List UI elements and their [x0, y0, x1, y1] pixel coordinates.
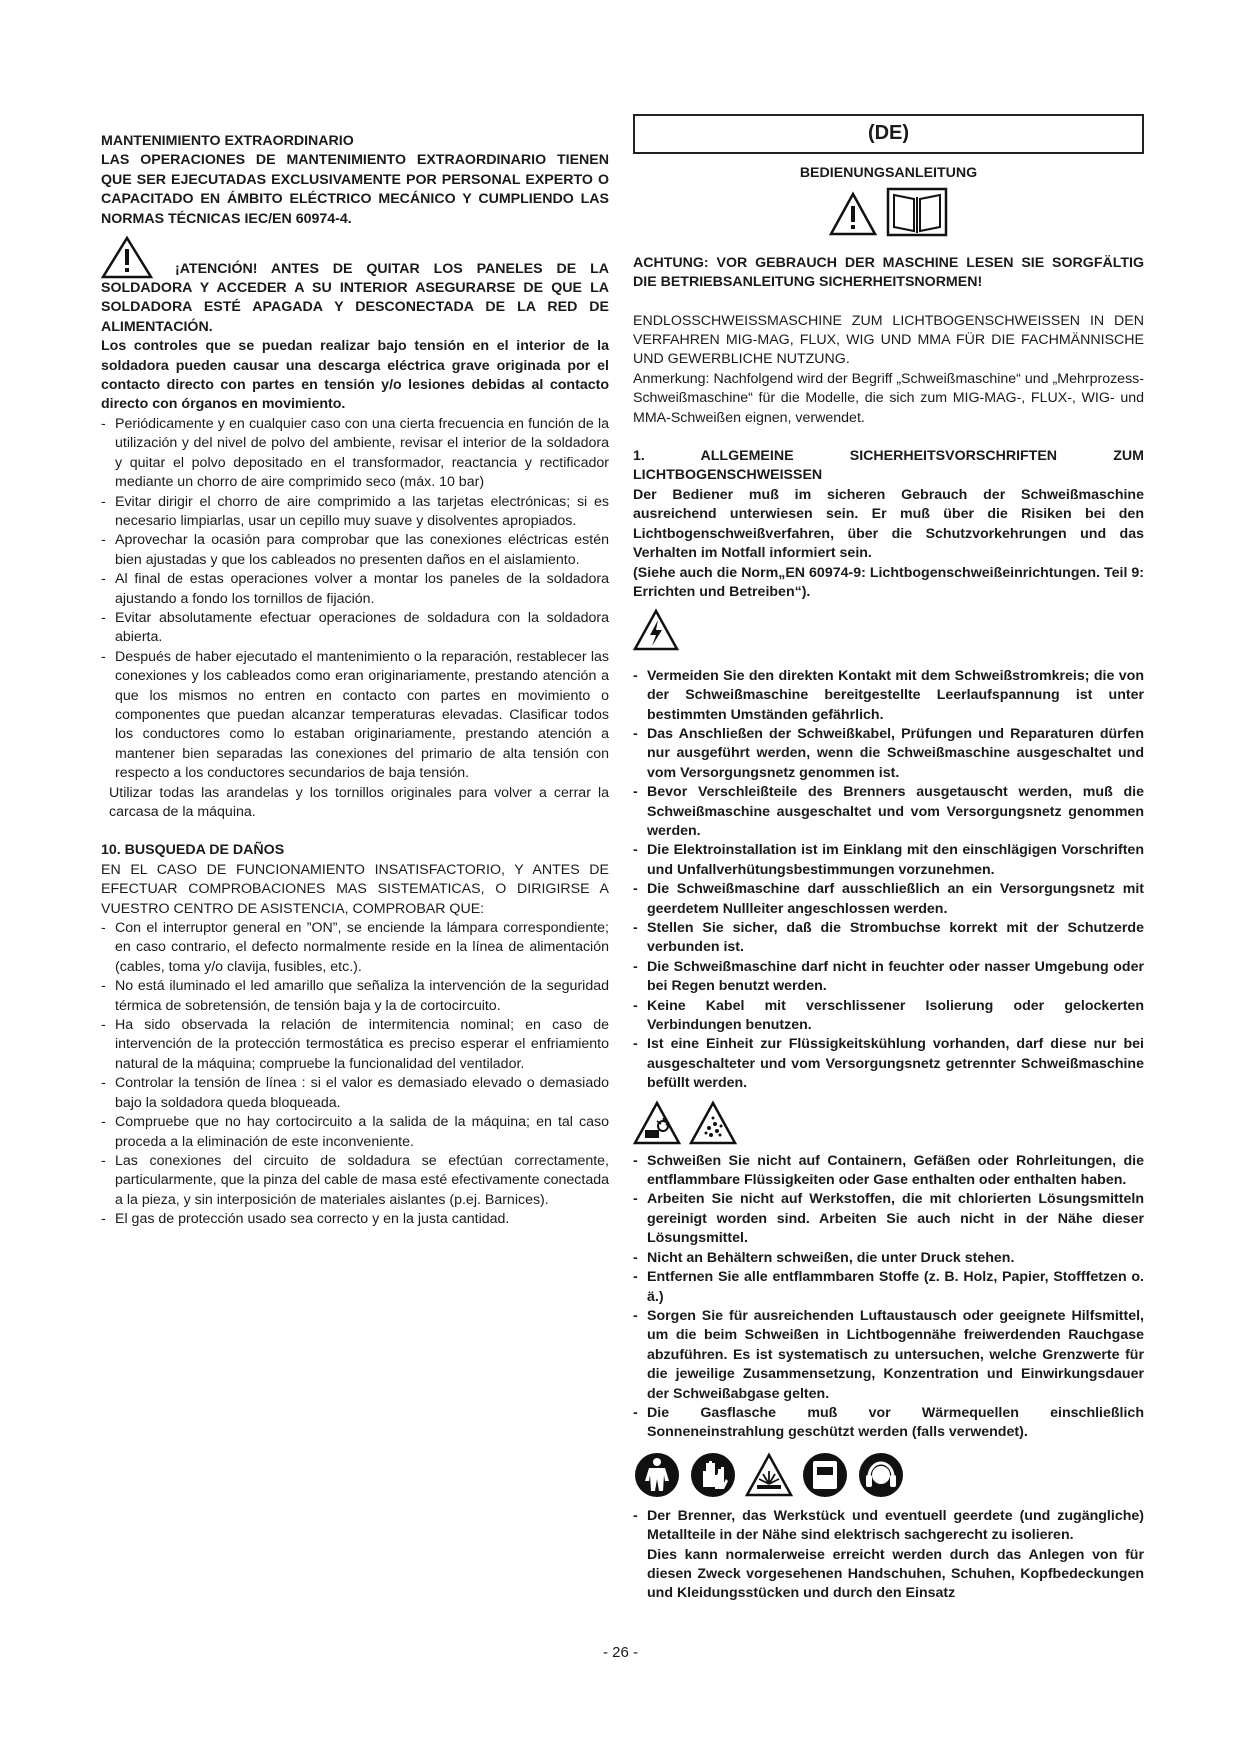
section-1-title: 1. ALLGEMEINE SICHERHEITSVORSCHRIFTEN ZUM LICHTBOGENSCHWEISSEN	[633, 448, 1144, 484]
language-box	[633, 114, 1144, 154]
fumes-hazard-icon	[689, 1100, 737, 1146]
protective-clothing-icon	[633, 1451, 681, 1499]
maintenance-intro: LAS OPERACIONES DE MANTENIMIENTO EXTRAORDINARIO TIENEN QUE SER EJECUTADAS EXCLUSIVAMENTE POR PERSONAL EXPERTO O CAPACITADO EN ÁMBITO ELÉCTRICO MECÁNICO Y CUMPLIENDO LAS NORMAS TÉCNICAS IEC/EN 60974-4.	[101, 152, 609, 227]
left-column	[101, 132, 609, 1230]
list-item: - Después de haber ejecutado el mantenimiento o la reparación, restablecer las conexiones y los cableados como eran originariamente, prestando atención a que los mismos no entren en contacto con partes en movimiento o componentes que puedan alcanzar temperaturas elevadas. Clasificar todos los conductores como lo estaban originariamente, prestando atención a mantener bien separadas las conexiones del primario de alta tensión con respecto a los conductores secundarios de baja tensión.	[101, 648, 609, 784]
list-item: - Controlar la tensión de línea : si el valor es demasiado elevado o demasiado bajo la soldadora queda bloqueada.	[101, 1074, 609, 1113]
electric-hazard-icons	[633, 608, 1144, 658]
list-item: - Die Elektroinstallation ist im Einklang mit den einschlägigen Vorschriften und Unfallverhütungsbestimmungen vorzunehmen.	[633, 841, 1144, 880]
list-item: - Arbeiten Sie nicht auf Werkstoffen, die mit chlorierten Lösungsmitteln gereinigt worden sind. Arbeiten Sie auch nicht in der Nähe dieser Lösungsmittel.	[633, 1190, 1144, 1248]
electric-safety-list	[633, 667, 1144, 1094]
attention-text: SOLDADORA Y ACCEDER A SU INTERIOR ASEGURARSE DE QUE LA SOLDADORA ESTÉ APAGADA Y DESCONECTADA DE LA RED DE ALIMENTACIÓN.	[101, 280, 609, 335]
fire-hazard-icons	[633, 1100, 1144, 1146]
troubleshooting-title: 10. BUSQUEDA DE DAÑOS	[101, 842, 285, 859]
troubleshooting-intro: EN EL CASO DE FUNCIONAMIENTO INSATISFACTORIO, Y ANTES DE EFECTUAR COMPROBACIONES MAS SISTEMATICAS, O DIRIGIRSE A VUESTRO CENTRO DE ASISTENCIA, COMPROBAR QUE:	[101, 861, 609, 917]
list-item: - Nicht an Behältern schweißen, die unter Druck stehen.	[633, 1249, 1144, 1268]
read-manual-icons	[633, 187, 1144, 243]
maintenance-list	[101, 415, 609, 784]
right-column	[633, 114, 1144, 1604]
list-item: - No está iluminado el led amarillo que señaliza la intervención de la seguridad térmica de sobretensión, de tensión baja y la de cortocircuito.	[101, 977, 609, 1016]
warning-triangle-icon	[101, 235, 153, 279]
list-item: - Das Anschließen der Schweißkabel, Prüfungen und Reparaturen dürfen nur ausgeführt werden, wenn die Schweißmaschine ausgeschaltet und vom Versorgungsnetz genommen ist.	[633, 725, 1144, 783]
list-item: - Vermeiden Sie den direkten Kontakt mit dem Schweißstromkreis; die von der Schweißmaschine bereitgestellte Leerlaufspannung ist unter bestimmten Umständen gefährlich.	[633, 667, 1144, 725]
explosion-hazard-icon	[633, 1100, 681, 1146]
welding-mask-icon	[801, 1451, 849, 1499]
maintenance-closing: Utilizar todas las arandelas y los tornillos originales para volver a cerrar la carcasa de la máquina.	[109, 784, 609, 820]
troubleshooting-list	[101, 919, 609, 1230]
fire-safety-list	[633, 1152, 1144, 1443]
list-item: - Compruebe que no hay cortocircuito a la salida de la máquina; en tal caso proceda a la eliminación de este inconveniente.	[101, 1113, 609, 1152]
list-item: - Sorgen Sie für ausreichenden Luftaustausch oder geeignete Hilfsmittel, um die beim Schweißen in Lichtbogennähe freiwerdenden Rauchgase abzuführen. Es ist systematisch zu untersuchen, welche Grenzwerte für die jeweilige Zusammensetzung, Konzentration und Einwirkungsdauer der Schweißabgase gelten.	[633, 1307, 1144, 1404]
section-1-text: Der Bediener muß im sicheren Gebrauch der Schweißmaschine ausreichend unterwiesen sein. Er muß über die Risiken bei den Lichtbogenschweißverfahren, über die Schutzvorkehrungen und das Verhalten im Notfall informiert sein.	[633, 486, 1144, 562]
list-item: - Die Gasflasche muß vor Wärmequellen einschließlich Sonneneinstrahlung geschützt werden (falls verwendet).	[633, 1404, 1144, 1443]
ear-protection-icon	[857, 1451, 905, 1499]
terminology-note: Anmerkung: Nachfolgend wird der Begriff „Schweißmaschine“ und „Mehrprozess-Schweißmaschine“ für die Modelle, die sich zum MIG-MAG-, FLUX-, WIG- und MMA-Schweißen eignen, verwendet.	[633, 370, 1144, 426]
ppe-list	[633, 1507, 1144, 1546]
list-item: - Las conexiones del circuito de soldadura se efectúan correctamente, particularmente, que la pinza del cable de masa esté efectivamente conectada a la pieza, y sin interposición de materiales aislantes (p.ej. Barnices).	[101, 1152, 609, 1210]
manual-title: BEDIENUNGSANLEITUNG	[799, 165, 978, 181]
ppe-icons	[633, 1451, 1144, 1499]
list-item: - El gas de protección usado sea correcto y en la justa cantidad.	[101, 1210, 609, 1229]
machine-intro: ENDLOSSCHWEISSMASCHINE ZUM LICHTBOGENSCHWEISSEN IN DEN VERFAHREN MIG-MAG, FLUX, WIG UND MMA FÜR DIE FACHMÄNNISCHE UND GEWERBLICHE NUTZUNG.	[633, 312, 1144, 368]
list-item: - Ist eine Einheit zur Flüssigkeitskühlung vorhanden, darf diese nur bei ausgeschalteter und vom Versorgungsnetz getrennter Schweißmaschine befüllt werden.	[633, 1035, 1144, 1093]
warning-triangle-icon	[829, 191, 877, 237]
list-item: - Die Schweißmaschine darf nicht in feuchter oder nasser Umgebung oder bei Regen benutzt werden.	[633, 958, 1144, 997]
radiation-sparks-icon	[745, 1452, 793, 1498]
page-number: - 26 -	[602, 1644, 638, 1661]
list-item: - Schweißen Sie nicht auf Containern, Gefäßen oder Rohrleitungen, die entflammbare Flüssigkeiten oder Gase enthalten oder enthalten haben.	[633, 1152, 1144, 1191]
list-item: - Bevor Verschleißteile des Brenners ausgetauscht werden, muß die Schweißmaschine ausgeschaltet und vom Versorgungsnetz genommen werden.	[633, 783, 1144, 841]
list-item: - Aprovechar la ocasión para comprobar que las conexiones eléctricas estén bien ajustadas y que los cableados no presenten daños en el aislamiento.	[101, 531, 609, 570]
electric-shock-icon	[633, 608, 679, 652]
list-item: - Keine Kabel mit verschlissener Isolierung oder gelockerten Verbindungen benutzen.	[633, 997, 1144, 1036]
ppe-continuation: Dies kann normalerweise erreicht werden durch das Anlegen von für diesen Zweck vorgesehenen Handschuhen, Schuhen, Kopfbedeckungen und Kleidungsstücken und durch den Einsatz	[647, 1546, 1144, 1602]
attention-heading	[101, 235, 609, 279]
list-item: - Periódicamente y en cualquier caso con una cierta frecuencia en función de la utilización y del nivel de polvo del ambiente, revisar el interior de la soldadora y quitar el polvo depositado en el transformador, reactancia y rectificador mediante un chorro de aire comprimido seco (máx. 10 bar)	[101, 415, 609, 493]
list-item: - Die Schweißmaschine darf ausschließlich an ein Versorgungsnetz mit geerdetem Nullleiter angeschlossen werden.	[633, 880, 1144, 919]
list-item: - Entfernen Sie alle entflammbaren Stoffe (z. B. Holz, Papier, Stofffetzen o. ä.)	[633, 1268, 1144, 1307]
maintenance-title: MANTENIMIENTO EXTRAORDINARIO	[101, 133, 354, 149]
list-item: - Ha sido observada la relación de intermitencia nominal; en caso de intervención de la protección termostática es preciso esperar el enfriamiento natural de la máquina; compruebe la funcionalidad del ventilador.	[101, 1016, 609, 1074]
list-item: - Der Brenner, das Werkstück und eventuell geerdete (und zugängliche) Metallteile in der Nähe sind elektrisch sachgerecht zu isolieren.	[633, 1507, 1144, 1546]
list-item: - Con el interruptor general en ”ON”, se enciende la lámpara correspondiente; en caso contrario, el defecto normalmente reside en la línea de alimentación (cables, toma y/o clavija, fusibles, etc.).	[101, 919, 609, 977]
manual-book-icon	[886, 187, 948, 237]
list-item: - Evitar absolutamente efectuar operaciones de soldadura con la soldadora abierta.	[101, 609, 609, 648]
protective-gloves-icon	[689, 1451, 737, 1499]
section-1-norm: (Siehe auch die Norm„EN 60974-9: Lichtbogenschweißeinrichtungen. Teil 9: Errichten und Betreiben“).	[633, 564, 1144, 600]
list-item: - Stellen Sie sicher, daß die Strombuchse korrekt mit der Schutzerde verbunden ist.	[633, 919, 1144, 958]
controls-warning: Los controles que se puedan realizar bajo tensión en el interior de la soldadora pueden causar una descarga eléctrica grave originada por el contacto directo con partes en tensión y/o lesiones debidas al contacto directo con órganos en movimiento.	[101, 338, 609, 413]
list-item: - Al final de estas operaciones volver a montar los paneles de la soldadora ajustando a fondo los tornillos de fijación.	[101, 570, 609, 609]
caution-text: ACHTUNG: VOR GEBRAUCH DER MASCHINE LESEN SIE SORGFÄLTIG DIE BETRIEBSANLEITUNG SICHERHEITSNORMEN!	[633, 254, 1144, 291]
language-code: (DE)	[867, 122, 910, 145]
attention-first-line: ¡ATENCIÓN! ANTES DE QUITAR LOS PANELES DE LA	[175, 260, 609, 277]
list-item: - Evitar dirigir el chorro de aire comprimido a las tarjetas electrónicas; si es necesario limpiarlas, usar un cepillo muy suave y disolventes apropiados.	[101, 493, 609, 532]
